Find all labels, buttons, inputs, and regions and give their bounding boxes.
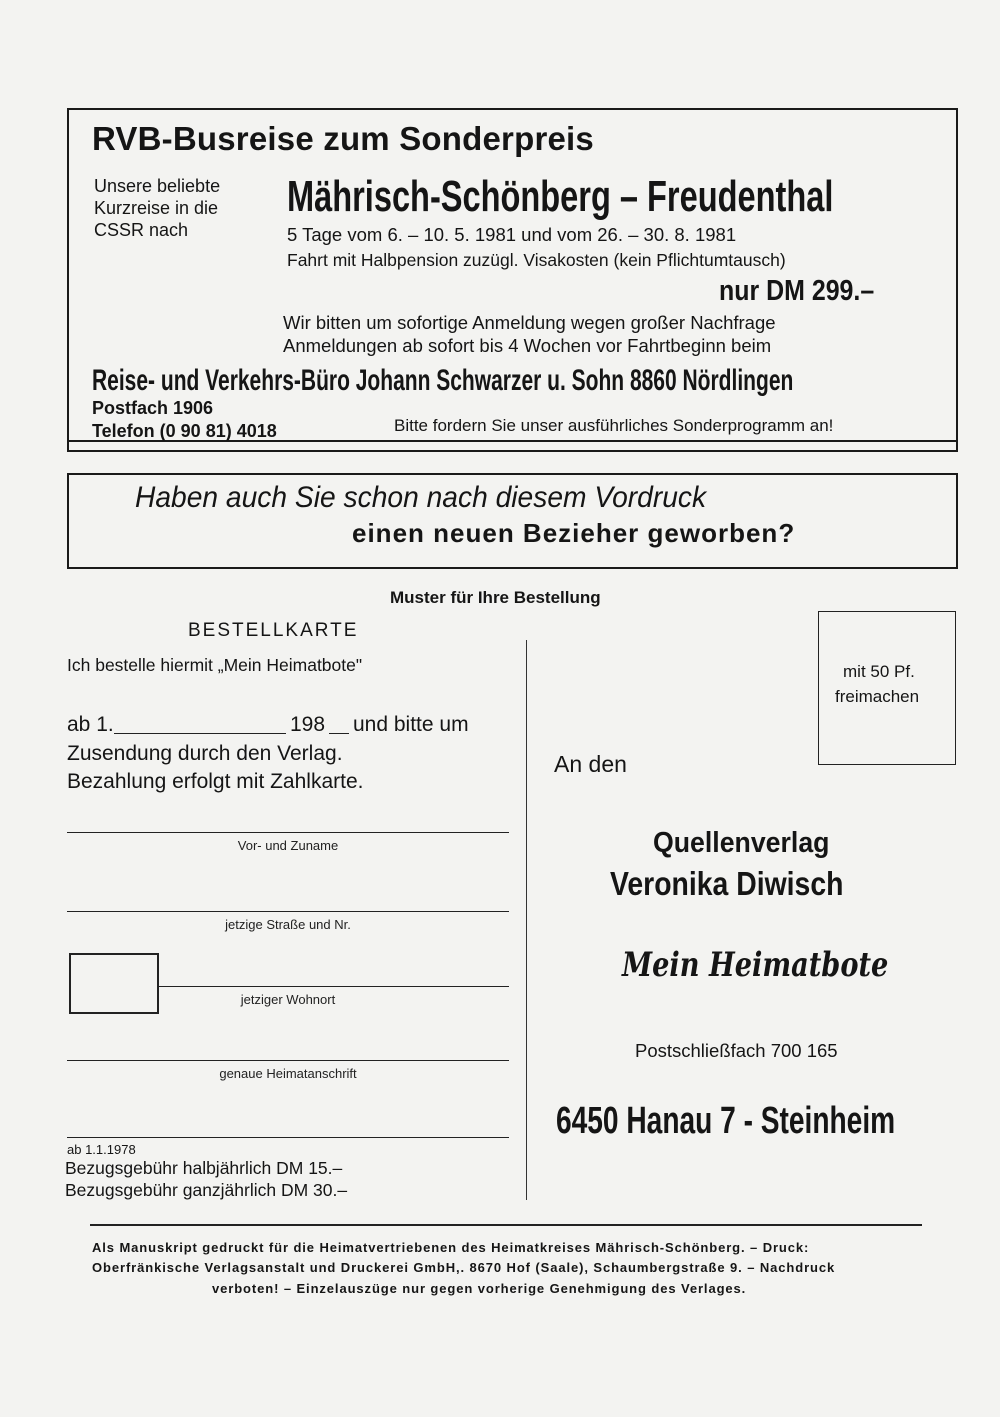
ad-agency: Reise- und Verkehrs-Büro Johann Schwarzer u. Sohn 8860 Nördlingen	[92, 364, 794, 397]
home-address-field-line	[67, 1060, 509, 1061]
ad-intro-line-2: Kurzreise in die	[94, 198, 219, 218]
stamp-line-2: freimachen	[835, 687, 920, 706]
ad-intro-line-3: CSSR nach	[94, 220, 189, 240]
magazine-title: Mein Heimatbote	[622, 945, 889, 985]
publisher-line-1: Quellenverlag	[653, 827, 830, 859]
order-pattern-title: Muster für Ihre Bestellung	[390, 588, 601, 607]
ad-headline: RVB-Busreise zum Sonderpreis	[92, 120, 594, 157]
order-day-line	[114, 733, 286, 734]
name-field-line	[67, 832, 509, 833]
fee-half-year: Bezugsgebühr halbjährlich DM 15.–	[65, 1158, 343, 1178]
fee-top-line	[67, 1137, 509, 1138]
ad-phone: Telefon (0 90 81) 4018	[92, 421, 277, 441]
footer-rule	[90, 1224, 922, 1226]
footer-line-1: Als Manuskript gedruckt für die Heimatvertriebenen des Heimatkreises Mährisch-Schönberg. – Druck:	[92, 1240, 810, 1255]
promo-line-2: einen neuen Bezieher geworben?	[352, 518, 796, 548]
residence-field-line	[159, 986, 509, 987]
ad-request-line-2: Anmeldungen ab sofort bis 4 Wochen vor Fahrtbeginn beim	[283, 335, 772, 356]
street-field-line	[67, 911, 509, 912]
order-year-prefix: 198	[290, 713, 326, 736]
order-payment: Bezahlung erfolgt mit Zahlkarte.	[67, 770, 364, 793]
card-divider	[526, 640, 527, 1200]
ad-request-line-1: Wir bitten um sofortige Anmeldung wegen großer Nachfrage	[283, 312, 776, 333]
promo-line-1: Haben auch Sie schon nach diesem Vordruck	[135, 481, 707, 514]
order-line: Ich bestelle hiermit „Mein Heimatbote"	[67, 655, 363, 675]
ad-destination: Mährisch-Schönberg – Freudenthal	[287, 172, 834, 221]
order-delivery: Zusendung durch den Verlag.	[67, 742, 343, 765]
ad-dates: 5 Tage vom 6. – 10. 5. 1981 und vom 26. – 30. 8. 1981	[287, 224, 737, 245]
fee-full-year: Bezugsgebühr ganzjährlich DM 30.–	[65, 1180, 348, 1200]
order-card-title: BESTELLKARTE	[188, 620, 359, 641]
publisher-line-2: Veronika Diwisch	[610, 865, 844, 902]
name-field-label: Vor- und Zuname	[237, 838, 339, 853]
order-from-suffix: und bitte um	[353, 713, 469, 736]
street-field-label: jetzige Straße und Nr.	[225, 917, 351, 932]
ad-intro-line-1: Unsere beliebte	[94, 176, 221, 196]
ad-program-note: Bitte fordern Sie unser ausführliches Sonderprogramm an!	[394, 416, 834, 435]
address-to: An den	[554, 751, 627, 777]
publisher-city: 6450 Hanau 7 - Steinheim	[556, 1100, 896, 1142]
order-year-line	[329, 733, 349, 734]
ad-price: nur DM 299.–	[719, 275, 875, 307]
fee-date: ab 1.1.1978	[67, 1142, 136, 1157]
stamp-line-1: mit 50 Pf.	[843, 662, 915, 681]
publisher-postbox: Postschließfach 700 165	[635, 1040, 838, 1061]
ad-board: Fahrt mit Halbpension zuzügl. Visakosten (kein Pflichtumtausch)	[287, 250, 786, 270]
residence-field-label: jetziger Wohnort	[240, 992, 336, 1007]
footer-line-2: Oberfränkische Verlagsanstalt und Druckerei GmbH,. 8670 Hof (Saale), Schaumbergstraße 9. – Nachdruck	[92, 1260, 836, 1275]
order-from-prefix: ab 1.	[67, 713, 114, 736]
ad-postbox: Postfach 1906	[92, 398, 214, 418]
home-address-field-label: genaue Heimatanschrift	[219, 1066, 357, 1081]
footer-line-3: verboten! – Einzelauszüge nur gegen vorherige Genehmigung des Verlages.	[212, 1281, 747, 1296]
